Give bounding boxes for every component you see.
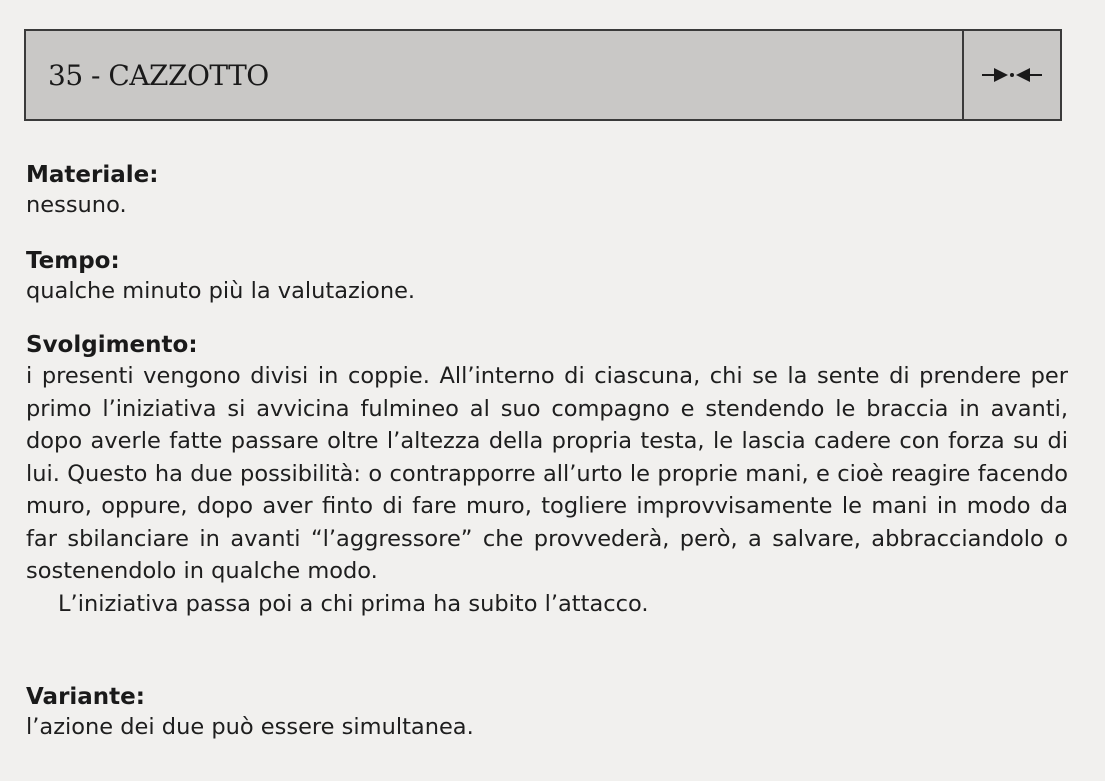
header-title-cell [26, 31, 964, 119]
section-svolgimento [26, 330, 1100, 620]
exercise-title: 35 - CAZZOTTO [48, 58, 269, 92]
tempo-label: Tempo: [26, 248, 120, 274]
exercise-header [24, 29, 1062, 121]
section-materiale [26, 160, 158, 220]
section-tempo [26, 246, 415, 306]
materiale-label: Materiale: [26, 162, 159, 188]
variante-text: l’azione dei due può essere simultanea. [26, 714, 474, 740]
variante-label: Variante: [26, 684, 145, 710]
arrows-converging-icon [980, 65, 1044, 85]
tempo-text: qualche minuto più la valutazione. [26, 278, 416, 304]
header-icon-cell [964, 31, 1060, 119]
svolgimento-paragraph-1: i presenti vengono divisi in coppie. All’interno di ciascuna, chi se la sente di prendere per primo l’iniziativa si avvicina fulmineo al suo compagno e stendendo le braccia in avanti, dopo averle fatte passare oltre l’altezza della propria testa, le lascia cadere con forza su di lui. Questo ha due possibilità: o contrapporre all’urto le proprie mani, e cioè reagire facendo muro, oppure, dopo aver finto di fare muro, togliere improvvisamente le mani in modo da far sbilanciare in avanti “l’aggressore” che provvederà, però, a salvare, abbracciandolo o sostenendolo in qualche modo. [26, 363, 1068, 584]
svolgimento-label: Svolgimento: [26, 332, 198, 358]
section-variante [26, 682, 474, 742]
materiale-text: nessuno. [26, 192, 127, 218]
svolgimento-paragraph-2: L’iniziativa passa poi a chi prima ha subito l’attacco. [58, 590, 649, 617]
